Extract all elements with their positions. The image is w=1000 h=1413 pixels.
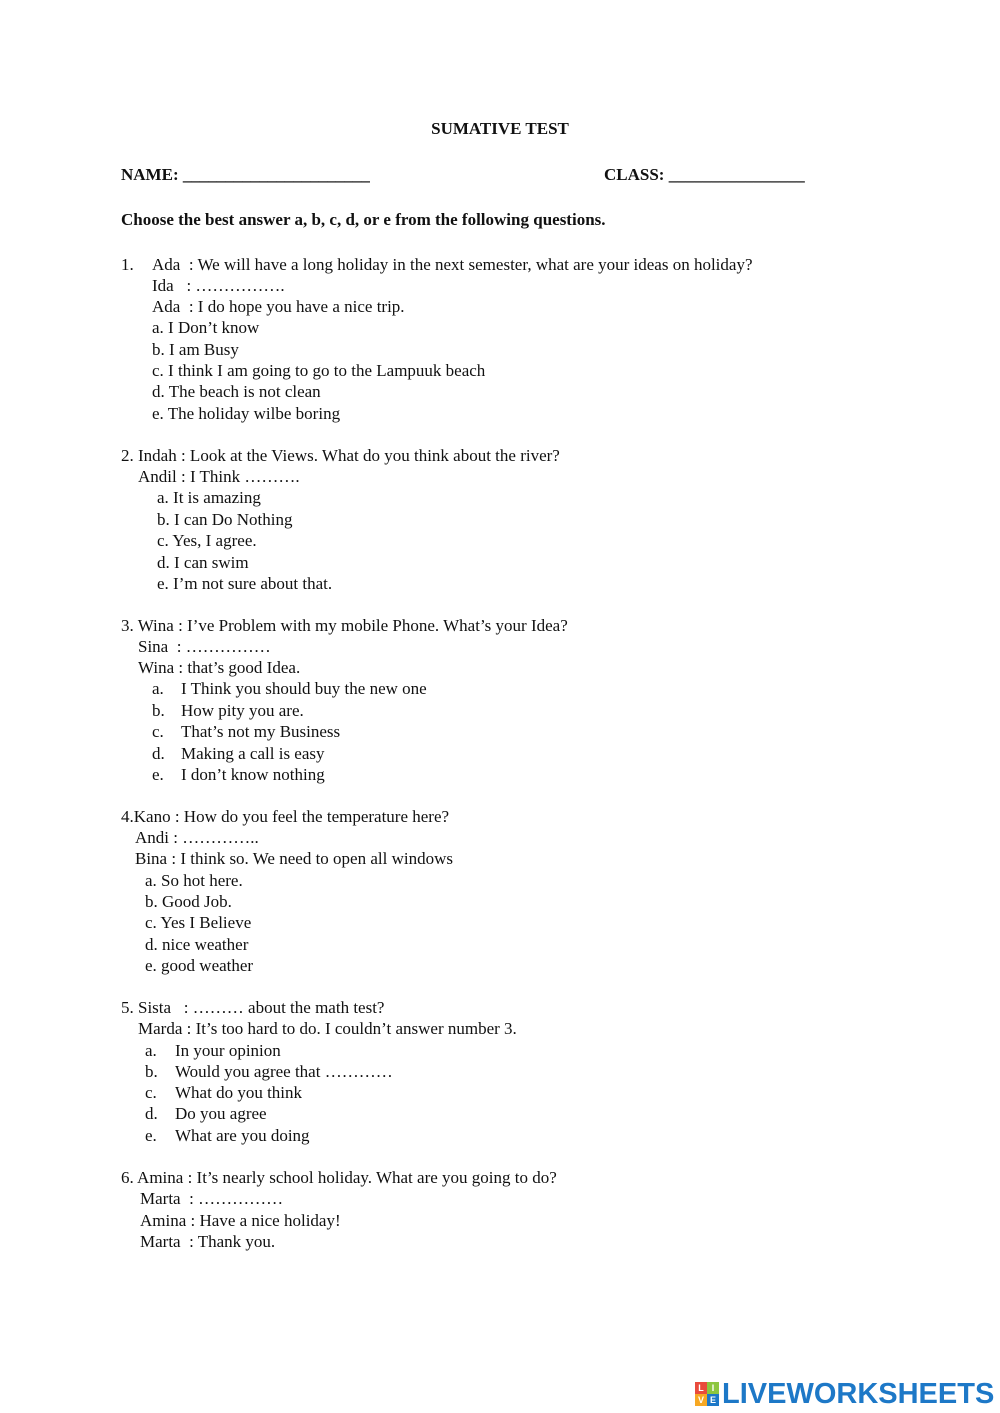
name-field-label: NAME: ______________________ xyxy=(121,165,370,184)
answer-option: Making a call is easy xyxy=(181,744,325,763)
option-letter: b. xyxy=(145,1062,158,1081)
liveworksheets-logo-icon xyxy=(695,1382,719,1406)
answer-option: How pity you are. xyxy=(181,701,304,720)
logo-tile-e: E xyxy=(707,1394,719,1406)
option-letter: d. xyxy=(145,1104,158,1123)
dialogue-line: Amina : Have a nice holiday! xyxy=(140,1211,341,1230)
answer-option: In your opinion xyxy=(175,1041,281,1060)
option-letter: c. xyxy=(145,1083,157,1102)
instruction: Choose the best answer a, b, c, d, or e from the following questions. xyxy=(121,210,606,229)
dialogue-line: Ada : I do hope you have a nice trip. xyxy=(152,297,405,316)
dialogue-line: Bina : I think so. We need to open all windows xyxy=(135,849,453,868)
option-letter: a. xyxy=(145,1041,157,1060)
dialogue-line: Ida : ……………. xyxy=(152,276,285,295)
option-letter: e. xyxy=(152,765,164,784)
answer-option: I Think you should buy the new one xyxy=(181,679,427,698)
answer-option: b. I can Do Nothing xyxy=(157,510,293,529)
answer-option: c. Yes I Believe xyxy=(145,913,252,932)
answer-option: a. I Don’t know xyxy=(152,318,260,337)
logo-tile-v: V xyxy=(695,1394,707,1406)
page-title: SUMATIVE TEST xyxy=(431,119,569,138)
question-number: 1. xyxy=(121,255,134,274)
dialogue-line: Marta : …………… xyxy=(140,1189,284,1208)
answer-option: a. So hot here. xyxy=(145,871,243,890)
dialogue-line: Marta : Thank you. xyxy=(140,1232,276,1251)
answer-option: Would you agree that ………… xyxy=(175,1062,393,1081)
answer-option: c. I think I am going to go to the Lampuuk beach xyxy=(152,361,486,380)
class-field-label: CLASS: ________________ xyxy=(604,165,805,184)
dialogue-line: 4.Kano : How do you feel the temperature here? xyxy=(121,807,450,826)
answer-option: d. The beach is not clean xyxy=(152,382,321,401)
answer-option: What do you think xyxy=(175,1083,303,1102)
answer-option: That’s not my Business xyxy=(181,722,341,741)
answer-option: c. Yes, I agree. xyxy=(157,531,257,550)
answer-option: e. I’m not sure about that. xyxy=(157,574,333,593)
answer-option: d. I can swim xyxy=(157,553,249,572)
answer-option: a. It is amazing xyxy=(157,488,261,507)
dialogue-line: Andi : ………….. xyxy=(135,828,259,847)
dialogue-line: 5. Sista : ……… about the math test? xyxy=(121,998,385,1017)
option-letter: e. xyxy=(145,1126,157,1145)
answer-option: d. nice weather xyxy=(145,935,249,954)
option-letter: d. xyxy=(152,744,165,763)
answer-option: b. Good Job. xyxy=(145,892,232,911)
answer-option: I don’t know nothing xyxy=(181,765,325,784)
dialogue-line: Marda : It’s too hard to do. I couldn’t answer number 3. xyxy=(138,1019,517,1038)
option-letter: b. xyxy=(152,701,165,720)
dialogue-line: Sina : …………… xyxy=(138,637,271,656)
option-letter: c. xyxy=(152,722,164,741)
dialogue-line: 6. Amina : It’s nearly school holiday. What are you going to do? xyxy=(121,1168,557,1187)
answer-option: What are you doing xyxy=(175,1126,310,1145)
dialogue-line: Wina : that’s good Idea. xyxy=(138,658,301,677)
dialogue-line: Andil : I Think ………. xyxy=(138,467,300,486)
answer-option: b. I am Busy xyxy=(152,340,239,359)
answer-option: Do you agree xyxy=(175,1104,267,1123)
logo-tile-i: I xyxy=(707,1382,719,1394)
dialogue-line: Ada : We will have a long holiday in the next semester, what are your ideas on holiday? xyxy=(152,255,753,274)
liveworksheets-logo xyxy=(695,1378,994,1410)
dialogue-line: 3. Wina : I’ve Problem with my mobile Phone. What’s your Idea? xyxy=(121,616,568,635)
dialogue-line: 2. Indah : Look at the Views. What do you think about the river? xyxy=(121,446,560,465)
option-letter: a. xyxy=(152,679,164,698)
answer-option: e. good weather xyxy=(145,956,254,975)
liveworksheets-wordmark: LIVEWORKSHEETS xyxy=(722,1377,995,1410)
answer-option: e. The holiday wilbe boring xyxy=(152,404,341,423)
logo-tile-l: L xyxy=(695,1382,707,1394)
